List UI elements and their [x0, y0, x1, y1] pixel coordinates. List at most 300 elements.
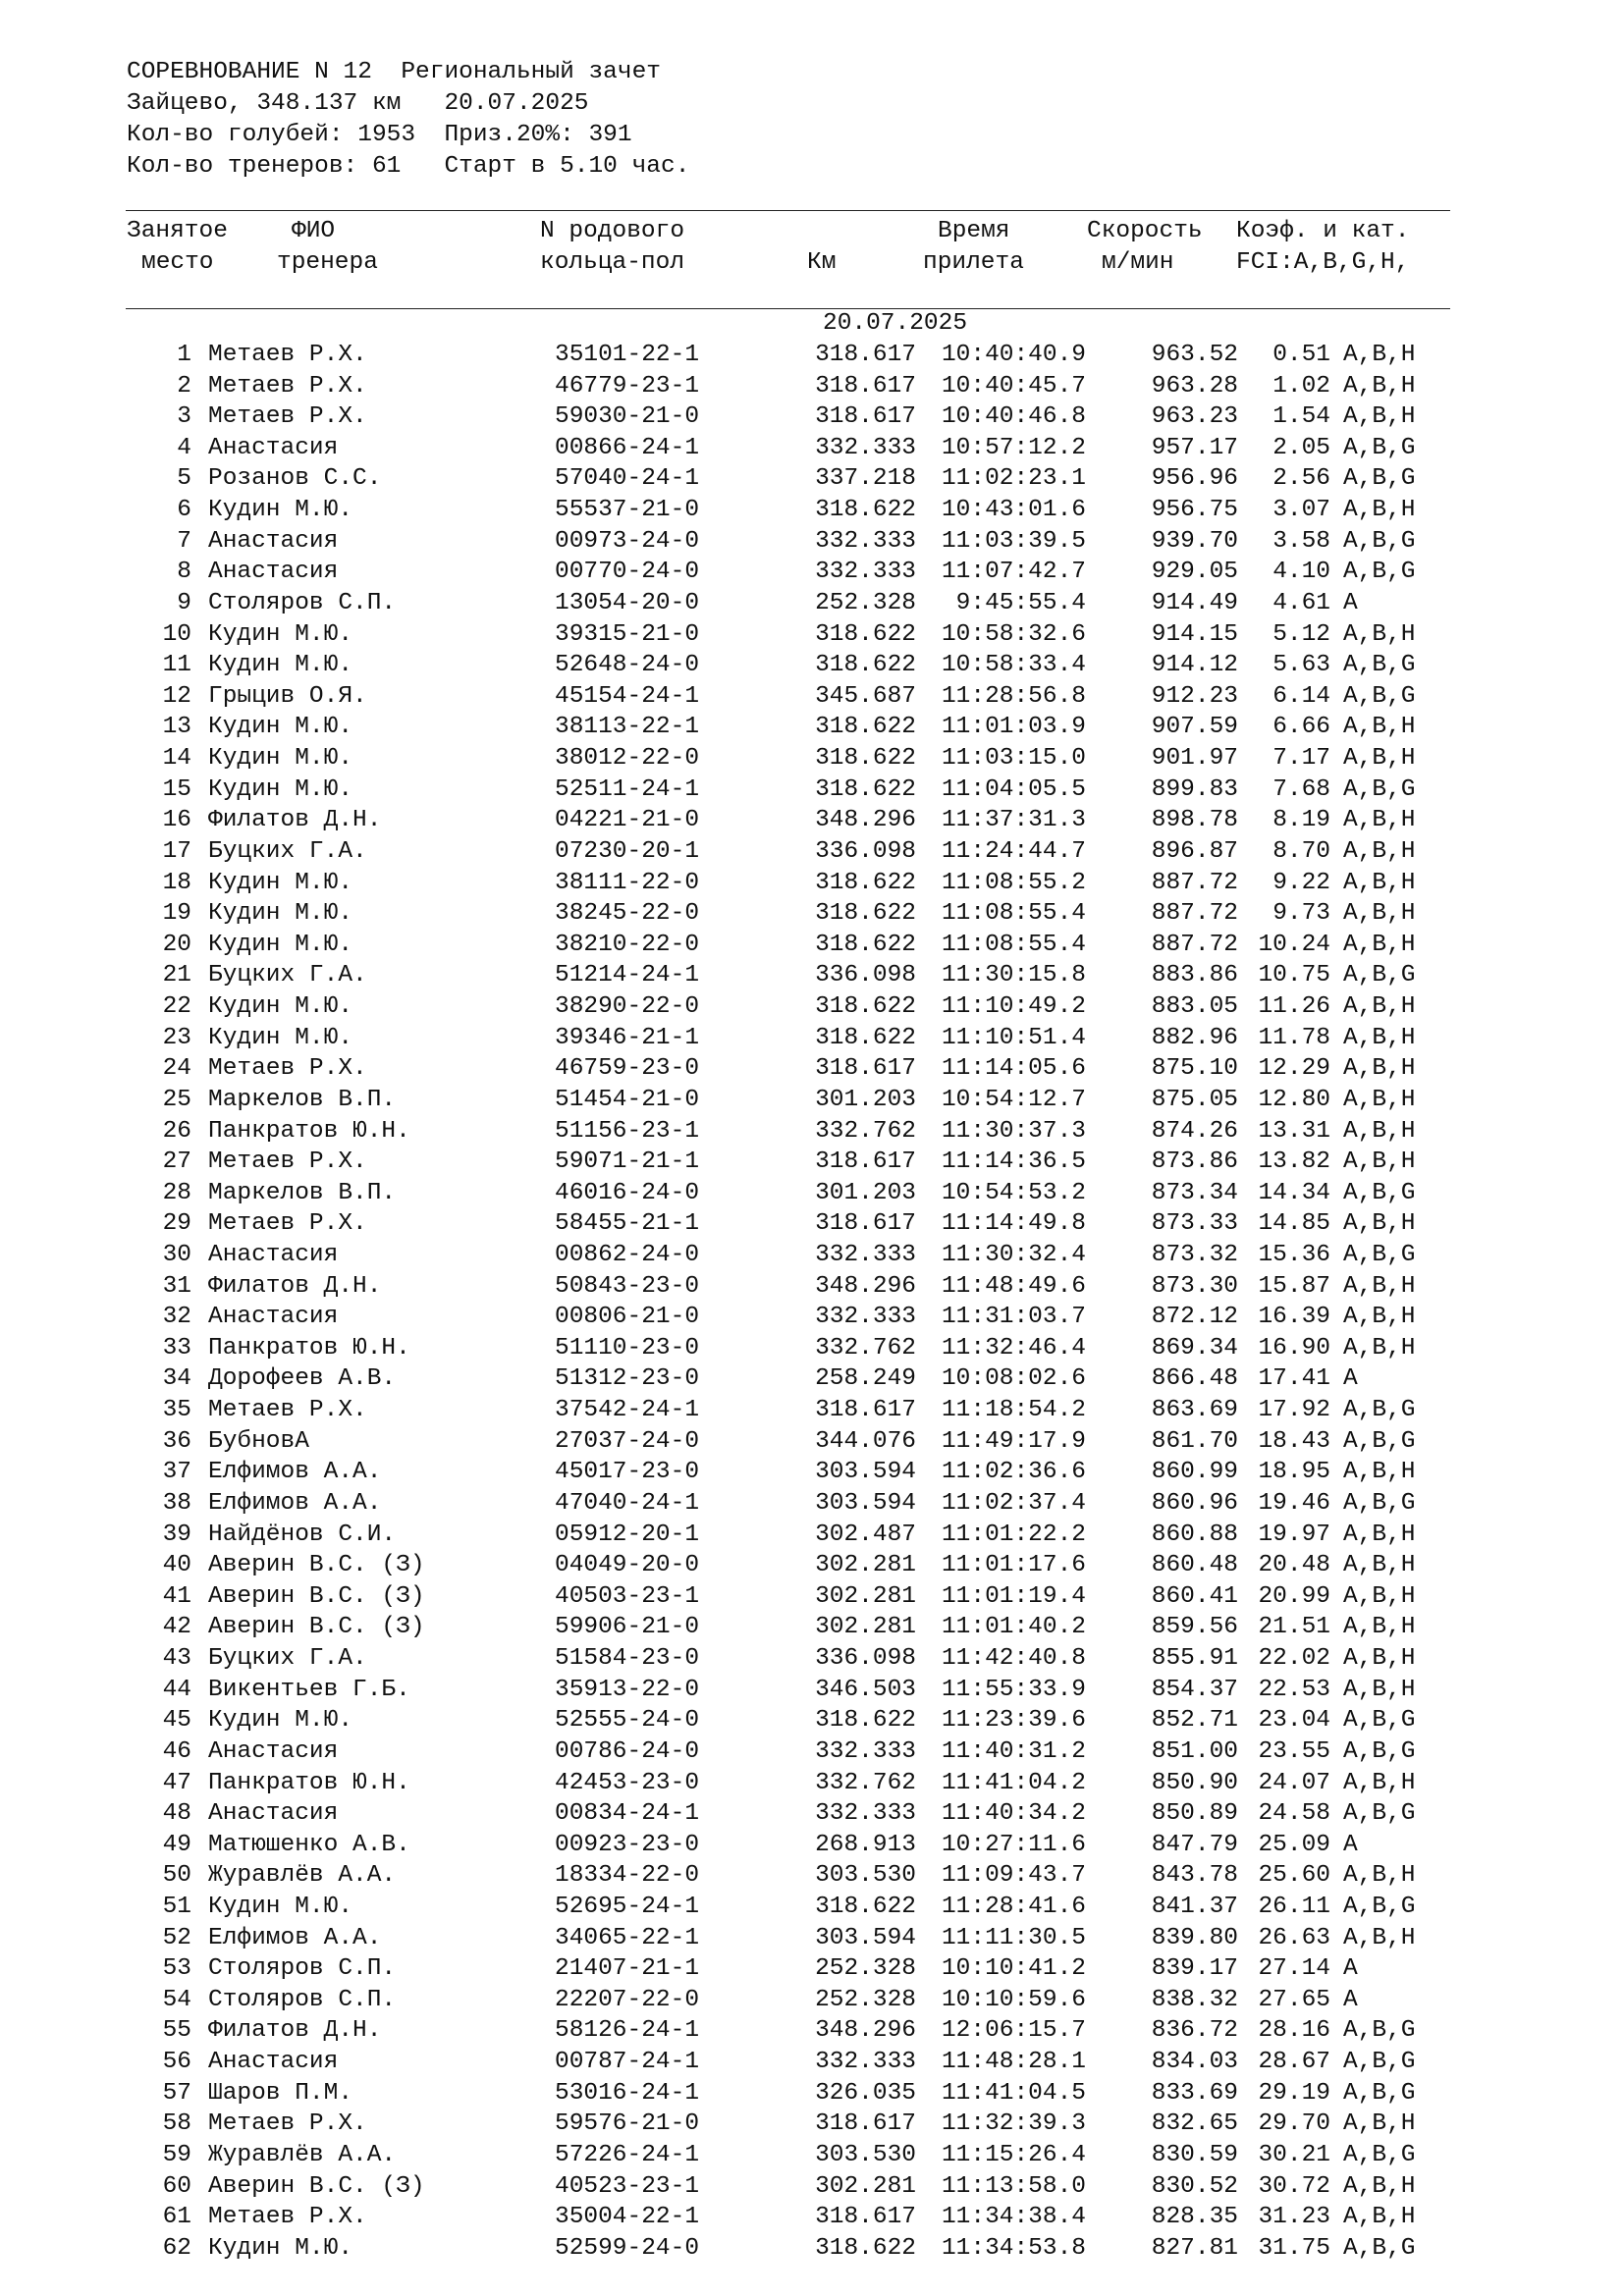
cell-place: 43 — [162, 1645, 191, 1673]
cell-speed: 914.49 — [1151, 589, 1238, 616]
cell-trainer: Елфимов А.А. — [208, 1459, 382, 1486]
cell-km: 332.762 — [815, 1769, 916, 1796]
cell-coef: 27.14 — [1258, 1955, 1330, 1983]
cell-time: 11:03:15.0 — [941, 745, 1086, 773]
cell-speed: 827.81 — [1151, 2234, 1238, 2262]
cell-time: 11:13:58.0 — [941, 2172, 1086, 2200]
table-row — [0, 716, 1624, 747]
cell-place: 15 — [162, 775, 191, 803]
cell-trainer: Розанов С.С. — [208, 465, 382, 493]
col-place-1: Занятое — [127, 218, 228, 244]
cell-speed: 963.23 — [1151, 403, 1238, 431]
cell-coef: 26.63 — [1258, 1924, 1330, 1951]
cell-km: 318.617 — [815, 2204, 916, 2231]
table-row — [0, 1647, 1624, 1679]
cell-time: 11:31:03.7 — [941, 1304, 1086, 1331]
cell-coef: 24.58 — [1258, 1800, 1330, 1828]
cell-coef: 3.58 — [1272, 527, 1330, 555]
cell-place: 55 — [162, 2017, 191, 2045]
table-row — [0, 527, 1624, 561]
cell-time: 10:58:32.6 — [941, 620, 1086, 648]
cell-trainer: Панкратов Ю.Н. — [208, 1334, 410, 1362]
table-row — [0, 1367, 1624, 1399]
table-row — [0, 1709, 1624, 1740]
cell-time: 11:07:42.7 — [941, 559, 1086, 586]
cell-time: 11:09:43.7 — [941, 1862, 1086, 1890]
cell-coef: 19.46 — [1258, 1489, 1330, 1517]
cell-coef: 18.95 — [1258, 1459, 1330, 1486]
cell-ring: 51584-23-0 — [555, 1645, 700, 1673]
cell-coef: 20.48 — [1258, 1552, 1330, 1579]
cell-trainer: Найдёнов С.И. — [208, 1521, 397, 1548]
cell-km: 318.617 — [815, 403, 916, 431]
cell-km: 303.594 — [815, 1459, 916, 1486]
cell-category: A,B,G — [1343, 682, 1416, 710]
cell-speed: 901.97 — [1151, 745, 1238, 773]
cell-trainer: Грыцив О.Я. — [208, 682, 367, 710]
cell-category: A,B,H — [1343, 1924, 1416, 1951]
cell-ring: 42453-23-0 — [555, 1769, 700, 1796]
cell-category: A,B,H — [1343, 2172, 1416, 2200]
cell-category: A,B,G — [1343, 2049, 1416, 2076]
cell-coef: 5.63 — [1272, 652, 1330, 679]
cell-place: 3 — [177, 403, 191, 431]
cell-speed: 912.23 — [1151, 682, 1238, 710]
table-row — [0, 499, 1624, 530]
cell-km: 326.035 — [815, 2079, 916, 2107]
cell-speed: 887.72 — [1151, 869, 1238, 896]
cell-speed: 854.37 — [1151, 1676, 1238, 1703]
cell-speed: 914.15 — [1151, 620, 1238, 648]
cell-place: 57 — [162, 2079, 191, 2107]
cell-coef: 26.11 — [1258, 1894, 1330, 1920]
cell-km: 332.762 — [815, 1117, 916, 1145]
cell-time: 10:54:53.2 — [941, 1179, 1086, 1206]
cell-speed: 963.28 — [1151, 372, 1238, 400]
table-row — [0, 2172, 1624, 2207]
cell-time: 10:58:33.4 — [941, 652, 1086, 679]
cell-coef: 1.54 — [1272, 403, 1330, 431]
cell-ring: 52511-24-1 — [555, 775, 700, 803]
cell-trainer: Метаев Р.Х. — [208, 1055, 367, 1083]
cell-speed: 863.69 — [1151, 1397, 1238, 1424]
cell-time: 11:08:55.4 — [941, 931, 1086, 958]
cell-category: A,B,G — [1343, 652, 1416, 679]
cell-ring: 00834-24-1 — [555, 1800, 700, 1828]
cell-km: 318.617 — [815, 2110, 916, 2138]
cell-trainer: Метаев Р.Х. — [208, 1397, 367, 1424]
cell-time: 10:10:41.2 — [941, 1955, 1086, 1983]
pigeon-count: Кол-во голубей: 1953 Приз.20%: 391 — [127, 122, 632, 148]
cell-speed: 833.69 — [1151, 2079, 1238, 2107]
cell-coef: 13.31 — [1258, 1117, 1330, 1145]
cell-km: 348.296 — [815, 2017, 916, 2045]
cell-ring: 45017-23-0 — [555, 1459, 700, 1486]
cell-speed: 843.78 — [1151, 1862, 1238, 1890]
cell-category: A,B,H — [1343, 1521, 1416, 1548]
cell-time: 10:43:01.6 — [941, 497, 1086, 524]
cell-place: 24 — [162, 1055, 191, 1083]
cell-speed: 872.12 — [1151, 1304, 1238, 1331]
table-row — [0, 964, 1624, 995]
cell-category: A,B,G — [1343, 1241, 1416, 1268]
cell-coef: 16.90 — [1258, 1334, 1330, 1362]
cell-coef: 1.02 — [1272, 372, 1330, 400]
cell-speed: 869.34 — [1151, 1334, 1238, 1362]
cell-coef: 12.80 — [1258, 1086, 1330, 1113]
table-row — [0, 1737, 1624, 1772]
cell-time: 11:18:54.2 — [941, 1397, 1086, 1424]
header-rule — [126, 308, 1450, 309]
cell-trainer: Аверин В.С. (З) — [208, 1582, 425, 1610]
cell-trainer: Аверин В.С. (З) — [208, 1614, 425, 1641]
cell-place: 20 — [162, 931, 191, 958]
cell-km: 318.617 — [815, 1397, 916, 1424]
cell-km: 346.503 — [815, 1676, 916, 1703]
cell-ring: 53016-24-1 — [555, 2079, 700, 2107]
cell-coef: 24.07 — [1258, 1769, 1330, 1796]
cell-km: 318.622 — [815, 993, 916, 1021]
cell-ring: 00770-24-0 — [555, 559, 700, 586]
cell-speed: 873.30 — [1151, 1272, 1238, 1300]
cell-km: 332.333 — [815, 2049, 916, 2076]
cell-speed: 956.96 — [1151, 465, 1238, 493]
cell-ring: 51110-23-0 — [555, 1334, 700, 1362]
table-row — [0, 1582, 1624, 1617]
table-row — [0, 682, 1624, 717]
table-row — [0, 1117, 1624, 1151]
cell-time: 9:45:55.4 — [955, 589, 1086, 616]
cell-ring: 13054-20-0 — [555, 589, 700, 616]
cell-category: A,B,H — [1343, 807, 1416, 834]
cell-km: 345.687 — [815, 682, 916, 710]
cell-coef: 15.36 — [1258, 1241, 1330, 1268]
cell-coef: 28.67 — [1258, 2049, 1330, 2076]
cell-coef: 7.68 — [1272, 775, 1330, 803]
cell-time: 12:06:15.7 — [941, 2017, 1086, 2045]
cell-speed: 874.26 — [1151, 1117, 1238, 1145]
cell-km: 332.333 — [815, 527, 916, 555]
cell-coef: 30.72 — [1258, 2172, 1330, 2200]
table-row — [0, 344, 1624, 375]
table-row — [0, 902, 1624, 934]
cell-speed: 907.59 — [1151, 714, 1238, 741]
cell-trainer: Кудин М.Ю. — [208, 497, 353, 524]
cell-km: 318.622 — [815, 2234, 916, 2262]
cell-km: 301.203 — [815, 1179, 916, 1206]
cell-trainer: Кудин М.Ю. — [208, 900, 353, 928]
table-row — [0, 1179, 1624, 1213]
cell-trainer: Столяров С.П. — [208, 589, 397, 616]
cell-place: 6 — [177, 497, 191, 524]
cell-speed: 828.35 — [1151, 2204, 1238, 2231]
cell-trainer: Столяров С.П. — [208, 1986, 397, 2013]
table-row — [0, 2079, 1624, 2113]
col-speed-2: м/мин — [1102, 249, 1174, 276]
cell-coef: 22.53 — [1258, 1676, 1330, 1703]
cell-time: 11:01:22.2 — [941, 1521, 1086, 1548]
cell-trainer: Филатов Д.Н. — [208, 2017, 382, 2045]
cell-km: 348.296 — [815, 807, 916, 834]
cell-speed: 887.72 — [1151, 931, 1238, 958]
cell-ring: 50843-23-0 — [555, 1272, 700, 1300]
table-row — [0, 434, 1624, 468]
cell-km: 252.328 — [815, 1986, 916, 2013]
cell-place: 36 — [162, 1427, 191, 1455]
cell-ring: 46016-24-0 — [555, 1179, 700, 1206]
cell-ring: 57040-24-1 — [555, 465, 700, 493]
table-row — [0, 2206, 1624, 2237]
cell-trainer: Анастасия — [208, 1241, 339, 1268]
cell-speed: 866.48 — [1151, 1365, 1238, 1393]
cell-ring: 52599-24-0 — [555, 2234, 700, 2262]
cell-coef: 11.26 — [1258, 993, 1330, 1021]
cell-place: 35 — [162, 1397, 191, 1424]
cell-place: 42 — [162, 1614, 191, 1641]
cell-time: 11:14:49.8 — [941, 1210, 1086, 1238]
cell-km: 302.281 — [815, 1552, 916, 1579]
cell-time: 11:24:44.7 — [941, 837, 1086, 865]
cell-place: 49 — [162, 1831, 191, 1858]
cell-category: A — [1343, 589, 1358, 616]
cell-coef: 29.19 — [1258, 2079, 1330, 2107]
cell-speed: 898.78 — [1151, 807, 1238, 834]
cell-km: 332.333 — [815, 559, 916, 586]
table-row — [0, 931, 1624, 965]
cell-trainer: Анастасия — [208, 434, 339, 461]
cell-coef: 31.23 — [1258, 2204, 1330, 2231]
cell-coef: 10.75 — [1258, 962, 1330, 989]
cell-km: 318.622 — [815, 775, 916, 803]
cell-km: 336.098 — [815, 837, 916, 865]
cell-km: 318.622 — [815, 497, 916, 524]
cell-ring: 47040-24-1 — [555, 1489, 700, 1517]
cell-speed: 873.33 — [1151, 1210, 1238, 1238]
cell-speed: 832.65 — [1151, 2110, 1238, 2138]
cell-trainer: БубновА — [208, 1427, 309, 1455]
table-row — [0, 620, 1624, 655]
cell-trainer: Панкратов Ю.Н. — [208, 1769, 410, 1796]
cell-speed: 875.05 — [1151, 1086, 1238, 1113]
cell-ring: 38290-22-0 — [555, 993, 700, 1021]
cell-category: A — [1343, 1365, 1358, 1393]
cell-place: 40 — [162, 1552, 191, 1579]
cell-trainer: Журавлёв А.А. — [208, 1862, 397, 1890]
cell-km: 318.622 — [815, 1894, 916, 1920]
cell-category: A,B,G — [1343, 1737, 1416, 1765]
cell-ring: 52695-24-1 — [555, 1894, 700, 1920]
cell-category: A,B,H — [1343, 1614, 1416, 1641]
cell-ring: 38012-22-0 — [555, 745, 700, 773]
table-row — [0, 2112, 1624, 2144]
cell-coef: 14.85 — [1258, 1210, 1330, 1238]
cell-speed: 859.56 — [1151, 1614, 1238, 1641]
cell-place: 19 — [162, 900, 191, 928]
cell-speed: 839.17 — [1151, 1955, 1238, 1983]
cell-km: 301.203 — [815, 1086, 916, 1113]
cell-ring: 37542-24-1 — [555, 1397, 700, 1424]
cell-km: 318.622 — [815, 745, 916, 773]
cell-trainer: Кудин М.Ю. — [208, 993, 353, 1021]
cell-trainer: Елфимов А.А. — [208, 1924, 382, 1951]
table-row — [0, 775, 1624, 810]
cell-place: 5 — [177, 465, 191, 493]
cell-km: 344.076 — [815, 1427, 916, 1455]
cell-category: A,B,H — [1343, 869, 1416, 896]
cell-speed: 851.00 — [1151, 1737, 1238, 1765]
cell-km: 302.281 — [815, 1614, 916, 1641]
table-row — [0, 747, 1624, 778]
cell-place: 52 — [162, 1924, 191, 1951]
table-row — [0, 1924, 1624, 1958]
cell-category: A,B,H — [1343, 1055, 1416, 1083]
cell-km: 252.328 — [815, 1955, 916, 1983]
table-row — [0, 654, 1624, 685]
cell-category: A,B,H — [1343, 1304, 1416, 1331]
cell-speed: 914.12 — [1151, 652, 1238, 679]
cell-time: 11:34:53.8 — [941, 2234, 1086, 2262]
cell-km: 318.617 — [815, 1210, 916, 1238]
cell-category: A,B,H — [1343, 1148, 1416, 1176]
cell-category: A,B,H — [1343, 1024, 1416, 1051]
cell-ring: 39315-21-0 — [555, 620, 700, 648]
cell-place: 38 — [162, 1489, 191, 1517]
cell-km: 332.333 — [815, 1800, 916, 1828]
cell-coef: 6.66 — [1272, 714, 1330, 741]
cell-category: A,B,H — [1343, 900, 1416, 928]
cell-ring: 35913-22-0 — [555, 1676, 700, 1703]
cell-km: 318.622 — [815, 931, 916, 958]
cell-coef: 12.29 — [1258, 1055, 1330, 1083]
cell-time: 10:40:45.7 — [941, 372, 1086, 400]
cell-category: A,B,H — [1343, 993, 1416, 1021]
cell-trainer: Кудин М.Ю. — [208, 652, 353, 679]
cell-trainer: Кудин М.Ю. — [208, 931, 353, 958]
cell-place: 61 — [162, 2204, 191, 2231]
cell-speed: 875.10 — [1151, 1055, 1238, 1083]
cell-time: 10:54:12.7 — [941, 1086, 1086, 1113]
cell-trainer: Буцких Г.А. — [208, 962, 367, 989]
table-row — [0, 1024, 1624, 1058]
table-row — [0, 1957, 1624, 1989]
table-row — [0, 809, 1624, 840]
cell-km: 337.218 — [815, 465, 916, 493]
cell-place: 8 — [177, 559, 191, 586]
cell-trainer: Анастасия — [208, 527, 339, 555]
cell-trainer: Анастасия — [208, 2049, 339, 2076]
cell-ring: 00923-23-0 — [555, 1831, 700, 1858]
table-row — [0, 2019, 1624, 2051]
cell-category: A — [1343, 1955, 1358, 1983]
cell-place: 51 — [162, 1894, 191, 1920]
cell-category: A,B,H — [1343, 497, 1416, 524]
cell-km: 268.913 — [815, 1831, 916, 1858]
table-row — [0, 1427, 1624, 1462]
cell-ring: 27037-24-0 — [555, 1427, 700, 1455]
cell-place: 2 — [177, 372, 191, 400]
cell-ring: 05912-20-1 — [555, 1521, 700, 1548]
cell-ring: 00866-24-1 — [555, 434, 700, 461]
cell-km: 318.622 — [815, 1024, 916, 1051]
cell-place: 25 — [162, 1086, 191, 1113]
cell-coef: 17.41 — [1258, 1365, 1330, 1393]
cell-ring: 00786-24-0 — [555, 1737, 700, 1765]
cell-trainer: Дорофеев А.В. — [208, 1365, 397, 1393]
cell-ring: 59906-21-0 — [555, 1614, 700, 1641]
cell-trainer: Кудин М.Ю. — [208, 620, 353, 648]
cell-category: A,B,H — [1343, 2204, 1416, 2231]
cell-category: A,B,H — [1343, 1676, 1416, 1703]
trainer-count: Кол-во тренеров: 61 Старт в 5.10 час. — [127, 153, 690, 180]
cell-km: 318.617 — [815, 372, 916, 400]
cell-time: 11:11:30.5 — [941, 1924, 1086, 1951]
cell-category: A,B,H — [1343, 2110, 1416, 2138]
cell-coef: 13.82 — [1258, 1148, 1330, 1176]
table-row — [0, 837, 1624, 872]
col-coef-1: Коэф. и кат. — [1236, 218, 1410, 244]
cell-place: 39 — [162, 1521, 191, 1548]
cell-coef: 7.17 — [1272, 745, 1330, 773]
cell-ring: 18334-22-0 — [555, 1862, 700, 1890]
cell-coef: 19.97 — [1258, 1521, 1330, 1548]
cell-place: 44 — [162, 1676, 191, 1703]
cell-trainer: Кудин М.Ю. — [208, 1894, 353, 1920]
cell-place: 1 — [177, 342, 191, 368]
cell-speed: 850.89 — [1151, 1800, 1238, 1828]
cell-time: 11:55:33.9 — [941, 1676, 1086, 1703]
cell-time: 11:28:41.6 — [941, 1894, 1086, 1920]
cell-category: A,B,G — [1343, 1427, 1416, 1455]
cell-coef: 29.70 — [1258, 2110, 1330, 2138]
cell-trainer: Кудин М.Ю. — [208, 2234, 353, 2262]
cell-coef: 31.75 — [1258, 2234, 1330, 2262]
cell-time: 10:10:59.6 — [941, 1986, 1086, 2013]
cell-category: A,B,H — [1343, 1552, 1416, 1579]
cell-trainer: Маркелов В.П. — [208, 1179, 397, 1206]
cell-speed: 887.72 — [1151, 900, 1238, 928]
cell-speed: 873.86 — [1151, 1148, 1238, 1176]
cell-km: 348.296 — [815, 1272, 916, 1300]
cell-ring: 38210-22-0 — [555, 931, 700, 958]
cell-km: 318.617 — [815, 342, 916, 368]
col-time-1: Время — [938, 218, 1010, 244]
cell-trainer: Буцких Г.А. — [208, 1645, 367, 1673]
cell-speed: 860.96 — [1151, 1489, 1238, 1517]
cell-place: 58 — [162, 2110, 191, 2138]
cell-speed: 834.03 — [1151, 2049, 1238, 2076]
cell-speed: 883.86 — [1151, 962, 1238, 989]
cell-ring: 40503-23-1 — [555, 1582, 700, 1610]
cell-category: A,B,H — [1343, 714, 1416, 741]
table-row — [0, 1802, 1624, 1834]
cell-place: 50 — [162, 1862, 191, 1890]
cell-speed: 929.05 — [1151, 559, 1238, 586]
cell-category: A,B,G — [1343, 775, 1416, 803]
table-row — [0, 1086, 1624, 1120]
cell-speed: 873.34 — [1151, 1179, 1238, 1206]
cell-ring: 57226-24-1 — [555, 2141, 700, 2168]
cell-time: 11:28:56.8 — [941, 682, 1086, 710]
cell-place: 27 — [162, 1148, 191, 1176]
table-row — [0, 995, 1624, 1027]
cell-km: 252.328 — [815, 589, 916, 616]
cell-trainer: Метаев Р.Х. — [208, 1210, 367, 1238]
cell-ring: 38245-22-0 — [555, 900, 700, 928]
cell-place: 16 — [162, 807, 191, 834]
cell-km: 318.617 — [815, 1148, 916, 1176]
cell-coef: 20.99 — [1258, 1582, 1330, 1610]
table-row — [0, 589, 1624, 623]
